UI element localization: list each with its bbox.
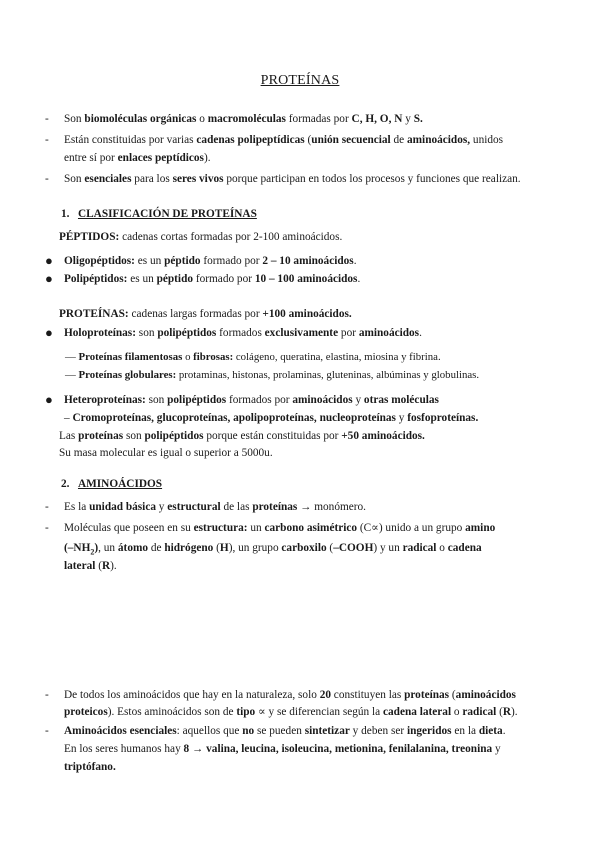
dash-marker: - <box>45 522 49 534</box>
intro-item-2-cont: entre sí por enlaces peptídicos). <box>64 152 211 164</box>
proteinas-definition: PROTEÍNAS: cadenas largas formadas por +100 aminoácidos. <box>59 308 352 320</box>
dash-marker: - <box>45 113 49 125</box>
aminoacidos-item-2: Moléculas que poseen en su estructura: un carbono asimétrico (C∝) unido a un grupo amino <box>64 522 496 534</box>
page-title: PROTEÍNAS <box>260 73 340 88</box>
masa-molecular-note: Su masa molecular es igual o superior a 5000u. <box>59 447 273 459</box>
dash-marker: - <box>45 501 49 513</box>
intro-item-3: Son esenciales para los seres vivos porque participan en todos los procesos y funciones que realizan. <box>64 173 521 185</box>
aminoacidos-item-2-cont2: lateral (R). <box>64 560 117 572</box>
heteroproteinas-list: – Cromoproteínas, glucoproteínas, apolipoproteínas, nucleoproteínas y fosfoproteínas. <box>64 412 479 424</box>
bullet-marker: ● <box>45 325 53 340</box>
fibrosas-item: — Proteínas filamentosas o fibrosas: colágeno, queratina, elastina, miosina y fibrina. <box>65 351 441 363</box>
dash-marker: - <box>45 173 49 185</box>
peptidos-definition: PÉPTIDOS: cadenas cortas formadas por 2-100 aminoácidos. <box>59 231 343 243</box>
proteinas-note: Las proteínas son polipéptidos porque están constituidas por +50 aminoácidos. <box>59 430 425 442</box>
dash-marker: - <box>45 134 49 146</box>
dash-marker: - <box>45 725 49 737</box>
aminoacidos-item-3: De todos los aminoácidos que hay en la naturaleza, solo 20 constituyen las proteínas (aminoácidos <box>64 689 516 701</box>
holoproteinas-item: Holoproteínas: son polipéptidos formados exclusivamente por aminoácidos. <box>64 327 422 339</box>
section-2-heading: 2. AMINOÁCIDOS <box>61 478 163 490</box>
dash-marker: - <box>45 689 49 701</box>
polipeptidos-item: Polipéptidos: es un péptido formado por 10 – 100 aminoácidos. <box>64 273 361 285</box>
bullet-marker: ● <box>45 392 53 407</box>
oligopeptidos-item: Oligopéptidos: es un péptido formado por 2 – 10 aminoácidos. <box>64 255 357 267</box>
heteroproteinas-item: Heteroproteínas: son polipéptidos formados por aminoácidos y otras moléculas <box>64 394 439 406</box>
aminoacidos-item-1: Es la unidad básica y estructural de las proteínas → monómero. <box>64 501 367 513</box>
aminoacidos-esenciales-item: Aminoácidos esenciales: aquellos que no se pueden sintetizar y deben ser ingeridos en la dieta. <box>64 725 506 737</box>
globulares-item: — Proteínas globulares: protaminas, histonas, prolaminas, gluteninas, albúminas y globulinas. <box>65 369 480 381</box>
intro-item-1: Son biomoléculas orgánicas o macromoléculas formadas por C, H, O, N y S. <box>64 113 423 125</box>
bullet-marker: ● <box>45 271 53 286</box>
bullet-marker: ● <box>45 253 53 268</box>
intro-item-2: Están constituidas por varias cadenas polipeptídicas (unión secuencial de aminoácidos, unidos <box>64 134 504 146</box>
aminoacidos-esenciales-cont2: triptófano. <box>64 761 116 773</box>
aminoacidos-item-2-cont: $(-NH_2)$, un átomo de hidrógeno (H), un grupo carboxilo (–COOH) y un radical o cadena <box>64 542 482 557</box>
aminoacidos-item-3-cont: proteicos). Estos aminoácidos son de tipo ∝ y se diferencian según la cadena lateral o radical (R). <box>64 706 518 718</box>
section-1-heading: 1. CLASIFICACIÓN DE PROTEÍNAS <box>61 208 257 220</box>
aminoacidos-esenciales-cont: En los seres humanos hay 8 → valina, leucina, isoleucina, metionina, fenilalanina, treonina y <box>64 743 501 755</box>
